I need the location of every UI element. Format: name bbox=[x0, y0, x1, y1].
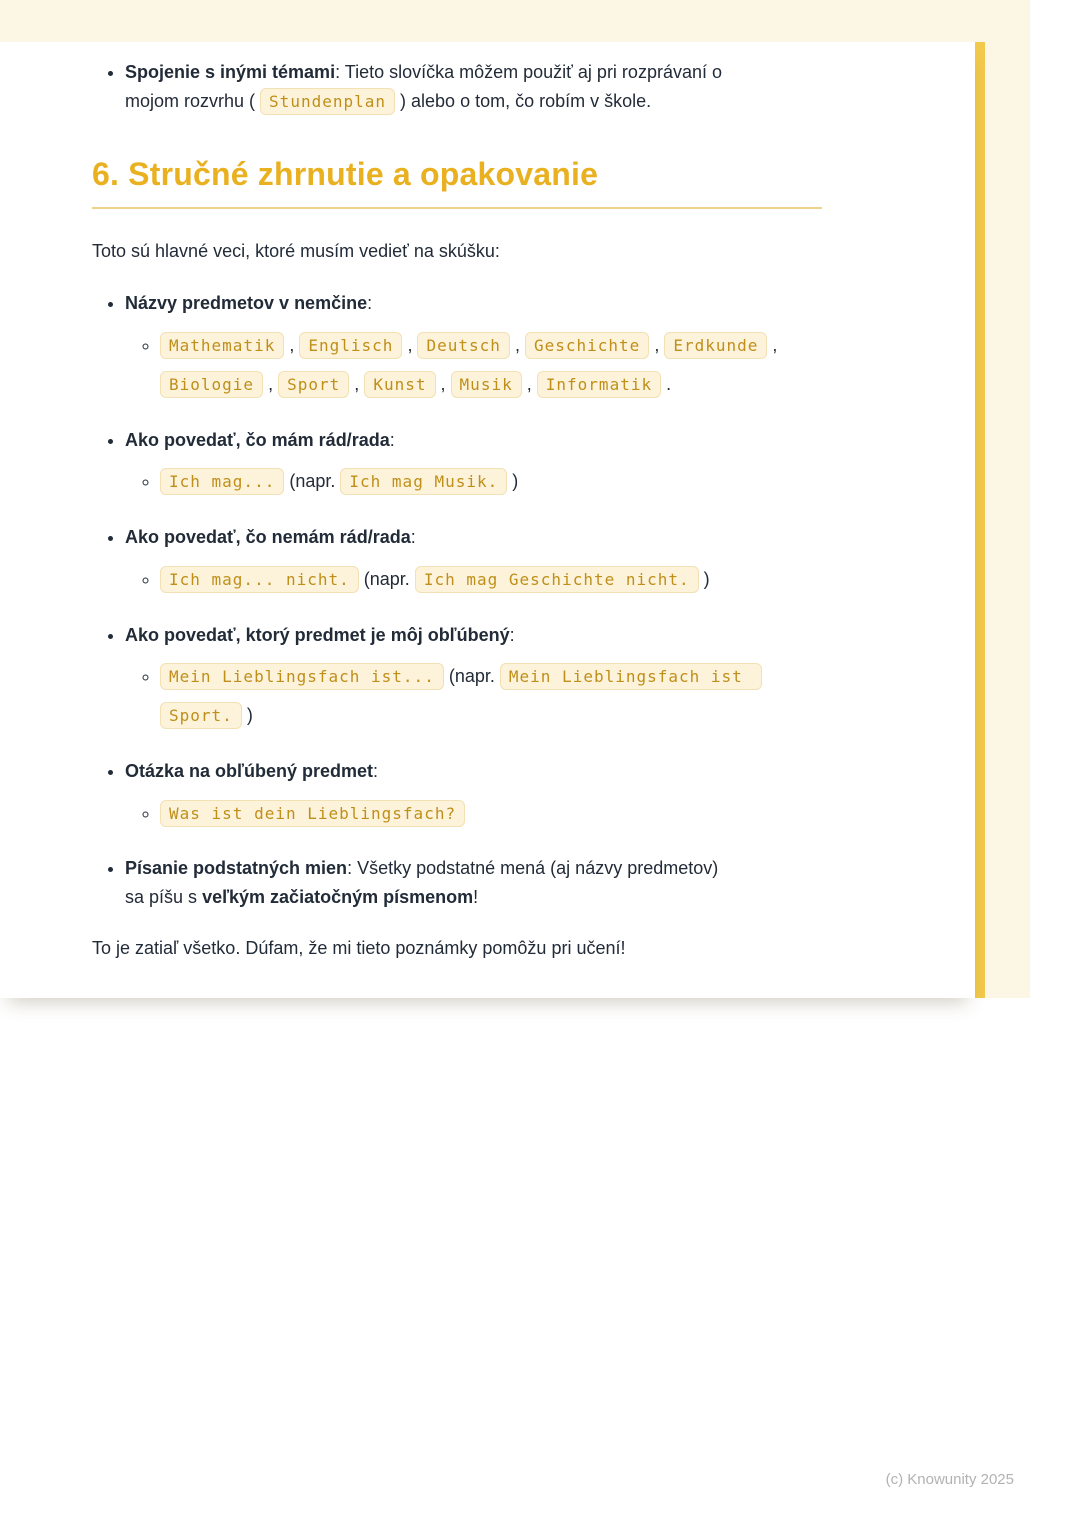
code-chip-subject: Deutsch bbox=[417, 332, 509, 359]
bullet-text-end: ) alebo o tom, čo robím v škole. bbox=[400, 90, 652, 111]
bold-phrase: veľkým začiatočným písmenom bbox=[202, 886, 474, 907]
colon: : bbox=[372, 760, 378, 781]
example-suffix: ) bbox=[512, 471, 519, 492]
code-chip-subject: Mathematik bbox=[160, 332, 284, 359]
separator: , bbox=[772, 335, 778, 356]
footer-copyright: (c) Knowunity 2025 bbox=[885, 1471, 1014, 1488]
separator: , bbox=[289, 335, 295, 356]
code-chip-subject: Englisch bbox=[299, 332, 402, 359]
code-chip-example: Ich mag Geschichte nicht. bbox=[415, 566, 699, 593]
heading-underline bbox=[92, 207, 822, 209]
sublist-like bbox=[125, 462, 822, 501]
separator: , bbox=[440, 373, 446, 394]
sub-item-like bbox=[160, 462, 822, 501]
list-item-related-topics bbox=[125, 58, 770, 116]
top-cream-band bbox=[0, 0, 1030, 42]
code-chip-subject: Sport bbox=[278, 371, 349, 398]
terminator: . bbox=[666, 373, 672, 394]
list-item-question bbox=[125, 757, 822, 832]
list-item-capitalization bbox=[125, 854, 740, 912]
sub-item-favorite bbox=[160, 657, 822, 734]
code-chip-question: Was ist dein Lieblingsfach? bbox=[160, 800, 465, 827]
summary-list bbox=[92, 289, 822, 911]
separator: , bbox=[407, 335, 413, 356]
code-chip-subject: Geschichte bbox=[525, 332, 649, 359]
code-chip-stundenplan: Stundenplan bbox=[260, 88, 395, 115]
content-card bbox=[0, 42, 975, 998]
code-chip-example: Mein Lieblingsfach ist Sport. bbox=[160, 663, 762, 729]
code-chip-subject: Kunst bbox=[364, 371, 435, 398]
sub-item-dislike bbox=[160, 560, 822, 599]
intro-list bbox=[92, 58, 822, 116]
separator: , bbox=[526, 373, 532, 394]
code-chip-example: Ich mag Musik. bbox=[340, 468, 507, 495]
bullet-label: Písanie podstatných mien bbox=[125, 858, 348, 879]
section-intro: Toto sú hlavné veci, ktoré musím vedieť na skúšku: bbox=[92, 240, 500, 261]
bullet-label: Ako povedať, čo mám rád/rada bbox=[125, 429, 390, 450]
list-item-subjects bbox=[125, 289, 822, 403]
code-chip-pattern: Mein Lieblingsfach ist... bbox=[160, 663, 444, 690]
bullet-label: Otázka na obľúbený predmet bbox=[125, 760, 373, 781]
separator: , bbox=[514, 335, 520, 356]
sublist-question bbox=[125, 794, 822, 833]
content-area bbox=[92, 58, 822, 963]
colon: : bbox=[509, 624, 515, 645]
bullet-text-end: ! bbox=[473, 886, 479, 907]
code-chip-subject: Erdkunde bbox=[664, 332, 767, 359]
separator: , bbox=[654, 335, 660, 356]
separator: , bbox=[268, 373, 274, 394]
sublist-favorite bbox=[125, 657, 822, 734]
sublist-dislike bbox=[125, 560, 822, 599]
separator: , bbox=[354, 373, 360, 394]
sub-item-question bbox=[160, 794, 822, 833]
sub-item-subject-chips bbox=[160, 326, 822, 403]
right-cream-column bbox=[985, 0, 1030, 998]
bullet-label: Názvy predmetov v nemčine bbox=[125, 293, 368, 314]
bullet-label: Ako povedať, čo nemám rád/rada bbox=[125, 527, 411, 548]
bullet-label: Spojenie s inými témami bbox=[125, 62, 336, 82]
list-item-dislike bbox=[125, 523, 822, 598]
example-suffix: ) bbox=[703, 568, 710, 589]
bullet-label: Ako povedať, ktorý predmet je môj obľúbený bbox=[125, 624, 510, 645]
code-chip-pattern: Ich mag... nicht. bbox=[160, 566, 359, 593]
colon: : bbox=[410, 527, 416, 548]
code-chip-subject: Biologie bbox=[160, 371, 263, 398]
example-prefix: (napr. bbox=[363, 568, 410, 589]
bullet-text: : Všetky podstatné mená (aj názvy predmetov) sa píšu s bbox=[125, 858, 719, 907]
example-prefix: (napr. bbox=[448, 666, 495, 687]
section-heading: 6. Stručné zhrnutie a opakovanie bbox=[92, 155, 599, 192]
colon: : bbox=[389, 429, 395, 450]
list-item-like bbox=[125, 426, 822, 501]
yellow-accent-stripe bbox=[975, 42, 985, 998]
example-suffix: ) bbox=[246, 705, 253, 726]
list-item-favorite bbox=[125, 621, 822, 735]
code-chip-pattern: Ich mag... bbox=[160, 468, 284, 495]
example-prefix: (napr. bbox=[289, 471, 336, 492]
code-chip-subject: Informatik bbox=[537, 371, 661, 398]
section-outro: To je zatiaľ všetko. Dúfam, že mi tieto poznámky pomôžu pri učení! bbox=[92, 937, 626, 958]
sublist-subjects bbox=[125, 326, 822, 403]
bullet-text: : Tieto slovíčka môžem použiť aj pri rozprávaní o mojom rozvrhu ( bbox=[125, 62, 722, 111]
colon: : bbox=[367, 293, 373, 314]
code-chip-subject: Musik bbox=[451, 371, 522, 398]
